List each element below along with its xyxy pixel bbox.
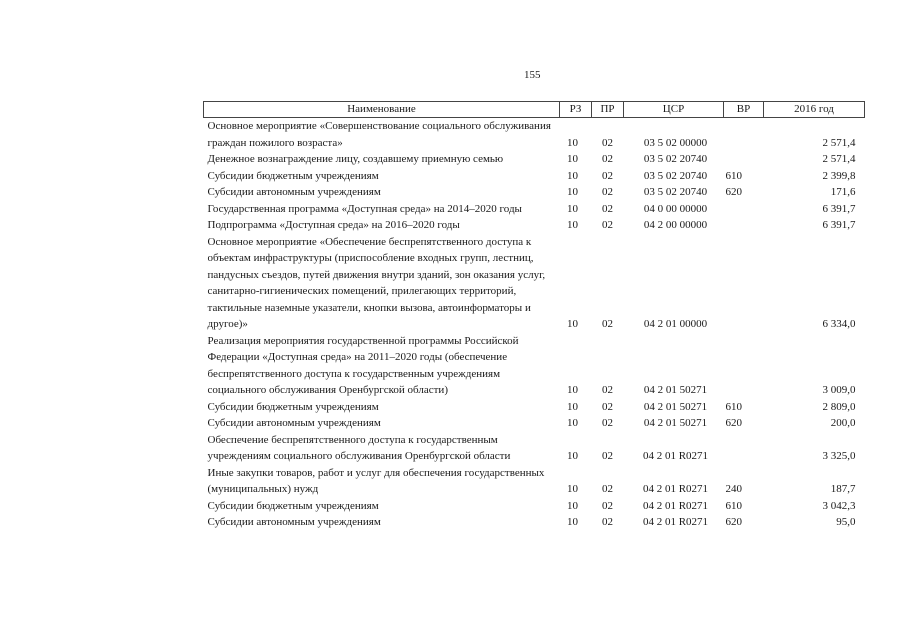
row-sum: 6 334,0 [822,318,856,330]
row-vr [724,151,764,168]
row-pr: 02 [602,516,613,528]
row-rz: 10 [567,186,578,198]
row-pr: 02 [602,202,613,215]
row-pr: 02 [602,384,613,396]
row-csr: 03 5 02 00000 [643,136,708,149]
row-csr: 03 5 02 20740 [643,169,708,182]
row-rz: 10 [567,400,578,413]
row-vr [724,118,764,152]
row-rz: 10 [567,318,578,330]
row-rz: 10 [567,483,578,495]
row-pr: 02 [602,169,613,182]
row-rz: 10 [567,219,578,231]
row-name: Основное мероприятие «Обеспечение беспрепятственного доступа к объектам инфраструктуры (приспособление входных групп, лестниц, пандусных съездов, путей движения внутри зданий, зон оказания услуг, санитарно-гигиенических помещений, прилегающих территорий, тактильные наземные указатели, кнопки вызова, автоинформаторы и другое)» [207,235,546,330]
row-vr [724,217,764,234]
row-sum: 2 809,0 [822,400,856,413]
table-row [204,465,865,498]
row-sum: 6 391,7 [822,219,856,231]
table-row [204,217,865,234]
row-vr: 620 [725,516,742,528]
row-rz: 10 [567,384,578,396]
header-csr: ЦСР [624,102,724,118]
header-vr: ВР [724,102,764,118]
table-row [204,498,865,515]
row-pr: 02 [602,400,613,413]
table-row [204,118,865,152]
table-row [204,399,865,416]
row-pr: 02 [602,219,613,231]
row-csr: 04 2 01 R0271 [642,450,709,462]
table-header-row [204,102,865,118]
row-pr: 02 [602,450,613,462]
row-csr: 03 5 02 20740 [643,153,708,165]
row-rz: 10 [567,169,578,182]
row-name: Субсидии бюджетным учреждениям [207,499,379,512]
row-sum: 95,0 [836,516,856,528]
header-rz: РЗ [560,102,592,118]
row-pr: 02 [602,153,613,165]
row-vr [724,432,764,465]
row-pr: 02 [602,186,613,198]
row-pr: 02 [602,136,613,149]
row-rz: 10 [567,136,578,149]
row-sum: 2 571,4 [822,153,856,165]
row-vr: 610 [725,400,742,413]
row-rz: 10 [567,153,578,165]
row-sum: 171,6 [830,186,856,198]
page-number: 155 [524,69,541,81]
table-row [204,333,865,399]
row-csr: 04 2 01 R0271 [642,483,709,495]
row-name: Субсидии автономным учреждениям [207,417,381,429]
row-csr: 04 2 01 50271 [643,400,708,413]
row-vr: 620 [725,186,742,198]
table-row [204,151,865,168]
row-name: Субсидии автономным учреждениям [207,186,381,198]
row-name: Подпрограмма «Доступная среда» на 2016–2020 годы [207,219,460,231]
row-rz: 10 [567,202,578,215]
table-row [204,184,865,201]
row-name: Субсидии бюджетным учреждениям [207,400,379,413]
table-row [204,234,865,333]
table-row [204,201,865,218]
row-pr: 02 [602,318,613,330]
row-name: Реализация мероприятия государственной программы Российской Федерации «Доступная среда» на 2011–2020 годы (обеспечение беспрепятственного доступа к государственным учреждениям социального обслуживания Оренбургской области) [207,334,519,396]
row-sum: 2 571,4 [822,136,856,149]
row-sum: 187,7 [830,483,856,495]
row-csr: 04 2 01 R0271 [642,499,709,512]
row-sum: 3 042,3 [822,499,856,512]
row-name: Денежное вознаграждение лицу, создавшему приемную семью [207,153,504,165]
table-row [204,415,865,432]
row-pr: 02 [602,417,613,429]
row-sum: 2 399,8 [822,169,856,182]
header-year: 2016 год [764,102,865,118]
row-sum: 200,0 [830,417,856,429]
row-name: Субсидии автономным учреждениям [207,516,381,528]
row-csr: 04 2 01 00000 [643,318,708,330]
row-rz: 10 [567,417,578,429]
row-sum: 3 009,0 [822,384,856,396]
budget-table [203,101,865,531]
row-csr: 04 2 01 50271 [643,417,708,429]
row-csr: 04 2 01 R0271 [642,516,709,528]
row-vr: 610 [725,169,742,182]
row-pr: 02 [602,499,613,512]
row-csr: 03 5 02 20740 [643,186,708,198]
row-rz: 10 [567,516,578,528]
row-name: Государственная программа «Доступная среда» на 2014–2020 годы [207,202,522,215]
row-rz: 10 [567,450,578,462]
row-name: Иные закупки товаров, работ и услуг для обеспечения государственных (муниципальных) нужд [207,466,545,495]
row-pr: 02 [602,483,613,495]
row-sum: 6 391,7 [822,202,856,215]
row-csr: 04 0 00 00000 [643,202,708,215]
row-name: Основное мероприятие «Совершенствование социального обслуживания граждан пожилого возраста» [207,120,551,149]
header-name: Наименование [204,102,560,118]
table-row [204,514,865,531]
row-csr: 04 2 00 00000 [643,219,708,231]
row-sum: 3 325,0 [822,450,856,462]
row-vr: 240 [725,483,742,495]
row-vr [724,201,764,218]
row-vr [724,234,764,333]
row-vr: 620 [725,417,742,429]
table-row [204,168,865,185]
table-row [204,432,865,465]
row-name: Обеспечение беспрепятственного доступа к государственным учреждениям социального обслуживания Оренбургской области [207,433,511,462]
row-name: Субсидии бюджетным учреждениям [207,169,379,182]
row-csr: 04 2 01 50271 [643,384,708,396]
header-pr: ПР [592,102,624,118]
row-rz: 10 [567,499,578,512]
row-vr: 610 [725,499,742,512]
row-vr [724,333,764,399]
